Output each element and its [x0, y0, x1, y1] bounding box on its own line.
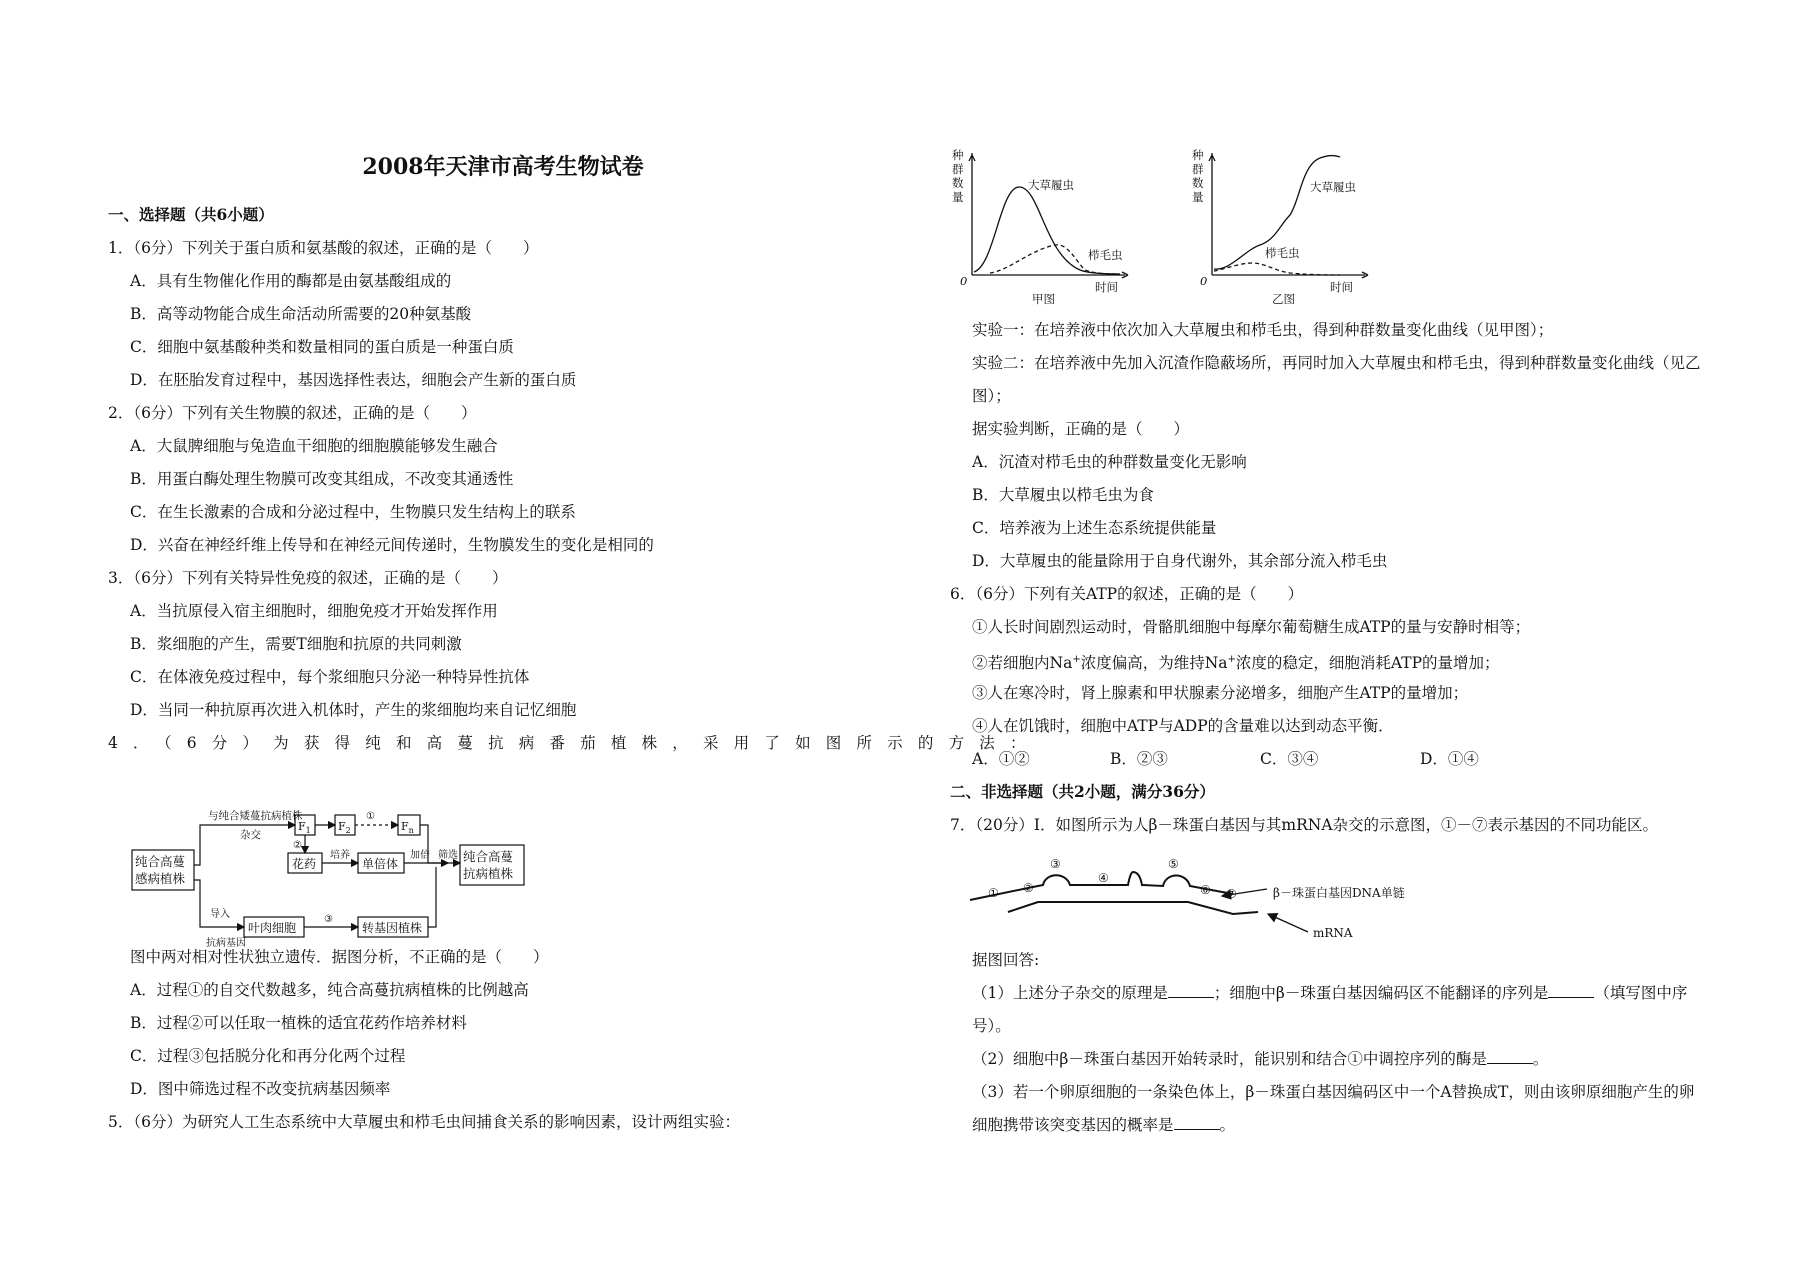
q5-option-b: B．大草履虫以栉毛虫为食 — [972, 486, 1154, 504]
q5-exp2b: 图）； — [972, 387, 1011, 405]
start-label-2: 感病植株 — [135, 871, 186, 886]
f1-sub: 1 — [305, 826, 311, 835]
q6-option-a: A．①② — [972, 750, 1030, 768]
q6-option-b: B．②③ — [1110, 750, 1168, 768]
q6-statement-4: ④人在饥饿时，细胞中ATP与ADP的含量难以达到动态平衡． — [972, 717, 1394, 735]
q4-option-c: C．过程③包括脱分化和再分化两个过程 — [130, 1047, 406, 1065]
mrna-strand — [1008, 902, 1258, 914]
q3-option-b: B．浆细胞的产生，需要T细胞和抗原的共同刺激 — [130, 635, 462, 653]
chart-a-ylabel-2: 群 — [952, 162, 964, 176]
chart-b-series2: 栉毛虫 — [1265, 246, 1300, 260]
q5-exp2a: 实验二：在培养液中先加入沉渣作隐蔽场所，再同时加入大草履虫和栉毛虫，得到种群数量变化曲线（见乙 — [972, 354, 1701, 372]
q6-statement-2 — [972, 650, 1500, 673]
q2-option-a: A．大鼠脾细胞与兔造血干细胞的细胞膜能够发生融合 — [130, 437, 498, 455]
q3-option-c: C．在体液免疫过程中，每个浆细胞只分泌一种特异性抗体 — [130, 668, 530, 686]
select-label: 筛选 — [438, 850, 458, 861]
q7-part2 — [972, 1049, 1548, 1069]
q6-s2-part2: 浓度偏高，为维持Na — [1080, 654, 1228, 673]
f1-label: F — [298, 820, 306, 833]
chart-a-xlabel: 时间 — [1095, 280, 1118, 294]
region-5: ⑤ — [1168, 857, 1179, 871]
svg-text:Fn — [401, 820, 414, 835]
q7-part3-cont — [972, 1115, 1235, 1135]
page-title: 2008年天津市高考生物试卷 — [362, 154, 644, 180]
haploid-label: 单倍体 — [362, 857, 399, 871]
q7-p1b: ；细胞中β－珠蛋白基因编码区不能翻译的序列是 — [1213, 984, 1549, 1002]
chart-a-series2: 栉毛虫 — [1088, 248, 1123, 262]
fn-label: F — [401, 820, 409, 833]
q7-p1a: （1）上述分子杂交的原理是 — [972, 984, 1168, 1002]
chart-b-didinium-curve — [1214, 263, 1340, 275]
chart-b-ylabel-1: 种 — [1192, 148, 1204, 162]
region-3: ③ — [1050, 857, 1061, 871]
q6-stem: 6．（6分）下列有关ATP的叙述，正确的是（ ） — [950, 585, 1304, 603]
q5-option-d: D．大草履虫的能量除用于自身代谢外，其余部分流入栉毛虫 — [972, 552, 1388, 570]
fn-sub: n — [408, 826, 414, 835]
region-7: ⑦ — [1226, 887, 1237, 901]
answer-blank-1[interactable] — [1168, 983, 1214, 998]
q7-p1c: （填写图中序 — [1594, 984, 1688, 1002]
q2-option-c: C．在生长激素的合成和分泌过程中，生物膜只发生结构上的联系 — [130, 503, 576, 521]
chart-a-caption: 甲图 — [1032, 292, 1055, 305]
chart-a-ylabel-4: 量 — [952, 190, 964, 204]
chart-b-ylabel-3: 数 — [1192, 176, 1204, 190]
leaf-cell-label: 叶肉细胞 — [248, 921, 297, 935]
q6-s2-sup1: + — [1072, 654, 1081, 665]
q3-option-d: D．当同一种抗原再次进入机体时，产生的浆细胞均来自记忆细胞 — [130, 701, 577, 719]
q7-part1-cont: 号）。 — [972, 1017, 1011, 1035]
q7-part1 — [972, 983, 1687, 1003]
q1-option-a: A．具有生物催化作用的酶都是由氨基酸组成的 — [130, 272, 452, 290]
q3-option-a: A．当抗原侵入宿主细胞时，细胞免疫才开始发挥作用 — [130, 602, 498, 620]
chart-b-xlabel: 时间 — [1330, 280, 1353, 294]
q6-statement-1: ①人长时间剧烈运动时，骨骼肌细胞中每摩尔葡萄糖生成ATP的量与安静时相等； — [972, 618, 1531, 636]
q7-p3b: 细胞携带该突变基因的概率是 — [972, 1116, 1174, 1134]
q4-stem: 4．（6分）为获得纯和高蔓抗病番茄植株，采用了如图所示的方法： — [108, 734, 1041, 752]
population-chart-a — [950, 145, 1150, 305]
dna-label: β－珠蛋白基因DNA单链 — [1273, 886, 1405, 900]
import-label-1: 导入 — [210, 909, 230, 920]
chart-a-series1: 大草履虫 — [1028, 178, 1074, 192]
step1-label: ① — [366, 811, 375, 822]
q7-p3c: 。 — [1219, 1116, 1236, 1134]
q5-exp1: 实验一：在培养液中依次加入大草履虫和栉毛虫，得到种群数量变化曲线（见甲图）； — [972, 321, 1554, 339]
q6-s2-part1: ②若细胞内Na — [972, 654, 1073, 673]
q4-after: 图中两对相对性状独立遗传．据图分析，不正确的是（ ） — [130, 948, 549, 966]
chart-b-ylabel-4: 量 — [1192, 190, 1204, 204]
svg-text:F1 — [298, 820, 311, 835]
q2-option-d: D．兴奋在神经纤维上传导和在神经元间传递时，生物膜发生的变化是相同的 — [130, 536, 654, 554]
q5-option-c: C．培养液为上述生态系统提供能量 — [972, 519, 1217, 537]
q5-stem: 5．（6分）为研究人工生态系统中大草履虫和栉毛虫间捕食关系的影响因素，设计两组实验： — [108, 1113, 740, 1131]
f2-sub: 2 — [345, 826, 351, 835]
q1-stem: 1．（6分）下列关于蛋白质和氨基酸的叙述，正确的是（ ） — [108, 239, 539, 257]
q1-option-c: C．细胞中氨基酸种类和数量相同的蛋白质是一种蛋白质 — [130, 338, 514, 356]
step3-label: ③ — [324, 914, 333, 925]
q2-stem: 2．（6分）下列有关生物膜的叙述，正确的是（ ） — [108, 404, 477, 422]
chart-a-origin: 0 — [960, 274, 968, 288]
section-heading-nonchoice: 二、非选择题（共2小题，满分36分） — [950, 782, 1215, 801]
hybridization-diagram — [968, 852, 1408, 942]
q5-judge: 据实验判断，正确的是（ ） — [972, 420, 1190, 438]
answer-blank-4[interactable] — [1174, 1115, 1220, 1130]
q6-statement-3: ③人在寒冷时，肾上腺素和甲状腺素分泌增多，细胞产生ATP的量增加； — [972, 684, 1469, 702]
q6-option-c: C．③④ — [1260, 750, 1319, 768]
q4-option-a: A．过程①的自交代数越多，纯合高蔓抗病植株的比例越高 — [130, 981, 529, 999]
transgenic-label: 转基因植株 — [362, 921, 423, 935]
q6-s2-sup2: + — [1227, 654, 1236, 665]
region-6: ⑥ — [1200, 883, 1211, 897]
q4-option-d: D．图中筛选过程不改变抗病基因频率 — [130, 1080, 391, 1098]
q4-option-b: B．过程②可以任取一植株的适宜花药作培养材料 — [130, 1014, 467, 1032]
chart-a-ylabel-1: 种 — [952, 148, 964, 162]
import-label-2: 抗病基因 — [206, 938, 246, 949]
anther-label: 花药 — [292, 857, 317, 871]
q7-p2a: （2）细胞中β－珠蛋白基因开始转录时，能识别和结合①中调控序列的酶是 — [972, 1050, 1487, 1068]
end-label-1: 纯合高蔓 — [463, 849, 514, 864]
mrna-label: mRNA — [1313, 926, 1353, 940]
chart-a-ylabel-3: 数 — [952, 176, 964, 190]
f2-label: F — [338, 820, 346, 833]
q1-option-b: B．高等动物能合成生命活动所需要的20种氨基酸 — [130, 305, 472, 323]
start-label-1: 纯合高蔓 — [135, 854, 186, 869]
population-chart-b — [1190, 145, 1390, 305]
step2-label: ② — [293, 840, 302, 851]
q6-s2-part3: 浓度的稳定，细胞消耗ATP的量增加； — [1235, 654, 1500, 673]
chart-b-series1: 大草履虫 — [1310, 180, 1356, 194]
q2-option-b: B．用蛋白酶处理生物膜可改变其组成，不改变其通透性 — [130, 470, 514, 488]
region-2: ② — [1023, 881, 1034, 895]
q1-option-d: D．在胚胎发育过程中，基因选择性表达，细胞会产生新的蛋白质 — [130, 371, 577, 389]
q7-answer-lead: 据图回答: — [972, 951, 1040, 969]
double-label: 加倍 — [410, 850, 430, 861]
q6-option-d: D．①④ — [1420, 750, 1479, 768]
chart-b-caption: 乙图 — [1272, 292, 1295, 305]
region-1: ① — [988, 886, 999, 900]
end-label-2: 抗病植株 — [463, 866, 514, 881]
culture-label: 培养 — [330, 850, 350, 861]
region-4: ④ — [1098, 871, 1109, 885]
answer-blank-3[interactable] — [1487, 1049, 1533, 1064]
q5-option-a: A．沉渣对栉毛虫的种群数量变化无影响 — [972, 453, 1247, 471]
section-heading-choice: 一、选择题（共6小题） — [108, 205, 274, 224]
q3-stem: 3．（6分）下列有关特异性免疫的叙述，正确的是（ ） — [108, 569, 508, 587]
q7-part3: （3）若一个卵原细胞的一条染色体上，β－珠蛋白基因编码区中一个A替换成T，则由该卵原细胞产生的卵 — [972, 1083, 1695, 1101]
chart-b-ylabel-2: 群 — [1192, 162, 1204, 176]
answer-blank-2[interactable] — [1548, 983, 1594, 998]
top-label: 与纯合矮蔓抗病植株 — [208, 810, 303, 822]
top-label-2: 杂交 — [240, 829, 261, 841]
svg-text:F2 — [338, 820, 351, 835]
q7-p2b: 。 — [1532, 1050, 1549, 1068]
chart-b-origin: 0 — [1200, 274, 1208, 288]
q7-stem: 7．（20分）Ⅰ．如图所示为人β－珠蛋白基因与其mRNA杂交的示意图，①－⑦表示基因的不同功能区。 — [950, 816, 1659, 834]
